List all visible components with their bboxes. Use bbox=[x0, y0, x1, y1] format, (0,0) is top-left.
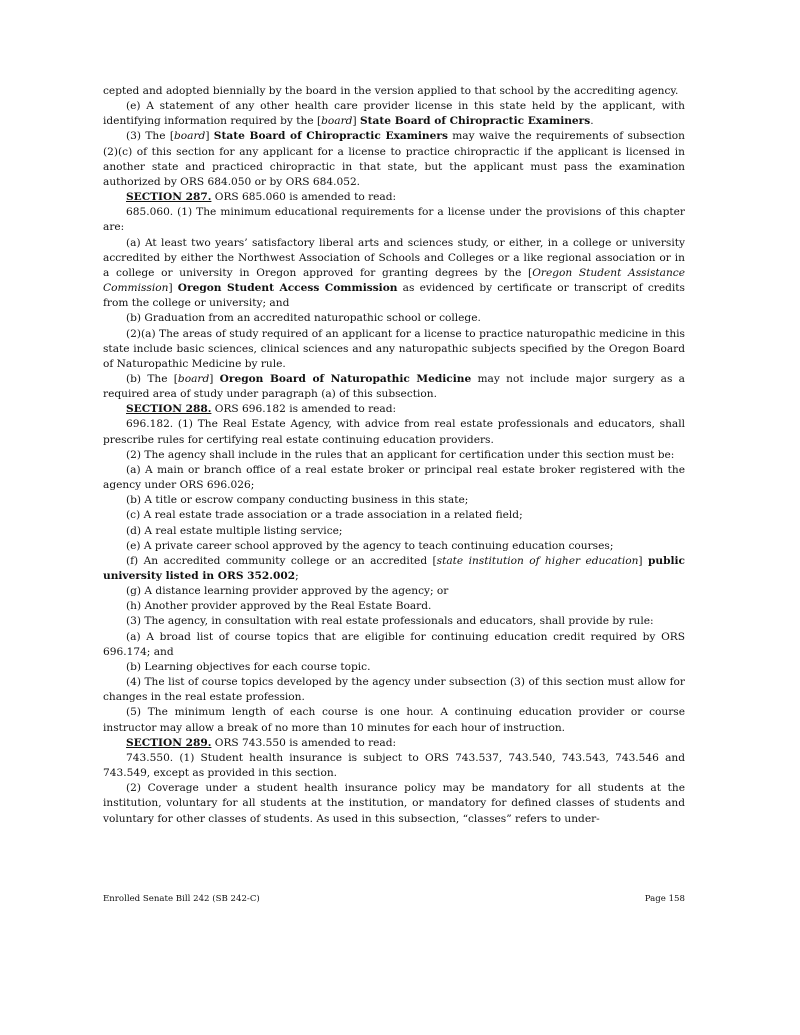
document-body bbox=[103, 84, 685, 827]
new-text: State Board of Chiropractic Examiners bbox=[213, 130, 448, 143]
text-run: as evidenced by certificate or transcript of credits from the college or university; and bbox=[103, 282, 685, 310]
paragraph bbox=[103, 372, 685, 402]
section-heading bbox=[103, 736, 685, 751]
section-text: ORS 696.182 is amended to read: bbox=[211, 403, 397, 416]
text-run: may not include major surgery as a required area of study under paragraph (a) of this subsection. bbox=[103, 372, 685, 401]
paragraph bbox=[103, 99, 685, 129]
section-number: SECTION 289. bbox=[126, 736, 212, 749]
paragraph: (b) Learning objectives for each course topic. bbox=[126, 660, 371, 673]
paragraph: cepted and adopted biennially by the board in the version applied to that school by the accrediting agency. bbox=[103, 85, 679, 97]
section-text: ORS 743.550 is amended to read: bbox=[211, 736, 397, 749]
paragraph: 743.550. (1) Student health insurance is subject to ORS 743.537, 743.540, 743.543, 743.546 and 743.549, except as provided in this section. bbox=[103, 751, 685, 780]
section-text: ORS 685.060 is amended to read: bbox=[211, 191, 397, 204]
section-number: SECTION 287. bbox=[126, 191, 212, 204]
text-run: (f) An accredited community college or an accredited [ bbox=[126, 554, 437, 567]
paragraph: (b) Graduation from an accredited naturopathic school or college. bbox=[126, 312, 481, 325]
text-run: (3) The [ bbox=[126, 130, 174, 143]
page-footer bbox=[103, 894, 685, 904]
paragraph: (e) A private career school approved by the agency to teach continuing education courses; bbox=[126, 539, 614, 552]
paragraph: (d) A real estate multiple listing service; bbox=[126, 524, 343, 537]
paragraph: (2)(a) The areas of study required of an applicant for a license to practice naturopathic medicine in this state include basic sciences, clinical sciences and any naturopathic subjects specified by the Oregon Board of Naturopathic Medicine by rule. bbox=[103, 327, 685, 370]
paragraph: (a) A main or branch office of a real estate broker or principal real estate broker registered with the agency under ORS 696.026; bbox=[103, 463, 685, 492]
new-text: State Board of Chiropractic Examiners bbox=[359, 115, 591, 128]
new-text: public university listed in ORS 352.002 bbox=[103, 554, 685, 582]
text-run: (e) A statement of any other health care provider license in this state held by the applicant, with identifying information required by the [ bbox=[103, 100, 685, 128]
deleted-text: board bbox=[177, 372, 210, 385]
text-run: ] bbox=[352, 115, 360, 128]
paragraph: (5) The minimum length of each course is one hour. A continuing education provider or course instructor may allow a break of no more than 10 minutes for each hour of instruction. bbox=[103, 706, 685, 734]
paragraph: (g) A distance learning provider approved by the agency; or bbox=[126, 585, 449, 598]
paragraph: (a) A broad list of course topics that are eligible for continuing education credit required by ORS 696.174; and bbox=[103, 630, 685, 658]
deleted-text: board bbox=[173, 130, 206, 143]
footer-bill-title: Enrolled Senate Bill 242 (SB 242-C) bbox=[103, 894, 260, 904]
footer-page-number: Page 158 bbox=[644, 894, 685, 904]
text-run: ] bbox=[209, 372, 220, 385]
paragraph bbox=[103, 554, 685, 584]
text-run: ] bbox=[638, 554, 648, 567]
new-text: Oregon Student Access Commission bbox=[177, 282, 398, 295]
deleted-text: board bbox=[321, 115, 353, 128]
section-heading bbox=[103, 402, 685, 417]
paragraph bbox=[103, 129, 685, 190]
paragraph: (4) The list of course topics developed by the agency under subsection (3) of this section must allow for changes in the real estate profession. bbox=[103, 676, 685, 704]
text-run: . bbox=[590, 115, 594, 128]
deleted-text: Oregon Student Assistance Commission bbox=[103, 266, 686, 295]
paragraph: 685.060. (1) The minimum educational requirements for a license under the provisions of this chapter are: bbox=[103, 206, 685, 234]
paragraph bbox=[103, 236, 685, 312]
paragraph: (b) A title or escrow company conducting business in this state; bbox=[126, 494, 469, 507]
paragraph: (3) The agency, in consultation with real estate professionals and educators, shall provide by rule: bbox=[126, 615, 654, 628]
paragraph: (h) Another provider approved by the Real Estate Board. bbox=[126, 600, 432, 613]
text-run: ] bbox=[205, 130, 214, 143]
text-run: ] bbox=[168, 282, 178, 295]
section-number: SECTION 288. bbox=[126, 403, 212, 416]
text-run: ; bbox=[295, 570, 299, 582]
text-run: (a) At least two years’ satisfactory liberal arts and sciences study, or either, in a college or university accredited by either the Northwest Association of Schools and Colleges or a like regional association or in a college or university in Oregon approved for granting degrees by the [ bbox=[103, 236, 685, 279]
paragraph: (2) The agency shall include in the rules that an applicant for certification under this section must be: bbox=[126, 448, 675, 461]
text-run: (b) The [ bbox=[126, 372, 178, 385]
paragraph: (2) Coverage under a student health insurance policy may be mandatory for all students at the institution, voluntary for all students at the institution, or mandatory for defined classes of students and voluntary for other classes of students. As used in this subsection, “classes” refers to under- bbox=[103, 782, 685, 825]
paragraph: (c) A real estate trade association or a trade association in a related field; bbox=[126, 509, 523, 522]
deleted-text: state institution of higher education bbox=[436, 554, 639, 567]
paragraph: 696.182. (1) The Real Estate Agency, with advice from real estate professionals and educators, shall prescribe rules for certifying real estate continuing education providers. bbox=[103, 418, 685, 446]
section-heading bbox=[103, 190, 685, 205]
new-text: Oregon Board of Naturopathic Medicine bbox=[219, 372, 472, 385]
text-run: may waive the requirements of subsection (2)(c) of this section for any applicant for a license to practice chiropractic if the applicant is licensed in another state and practiced chiropractic in that state, but the applicant must pass the examination authorized by ORS 684.050 or by ORS 684.052. bbox=[103, 130, 685, 188]
